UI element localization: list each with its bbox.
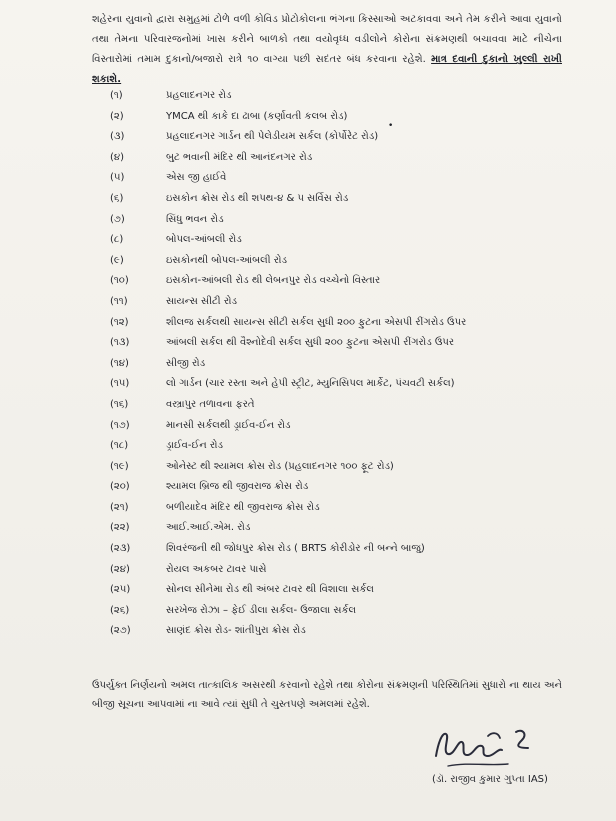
list-item [110, 317, 570, 338]
list-item-number: (૨૧) [110, 501, 129, 513]
list-item-number: (૨૪) [110, 563, 130, 575]
signer-name: (ડૉ. રાજીવ કુમાર ગુપ્તા IAS) [432, 774, 548, 785]
list-item-text: લો ગાર્ડન (ચાર રસ્તા અને હેપી સ્ટ્રીટ, મ્યુનિસિપલ માર્કેટ, પંચવટી સર્કલ) [166, 378, 455, 390]
list-item-text: આઈ.આઈ.એમ. રોડ [166, 522, 251, 534]
list-item [110, 543, 570, 564]
stray-dot: • [388, 121, 394, 131]
intro-paragraph [92, 10, 562, 90]
list-item [110, 90, 570, 111]
list-item-number: (૨૭) [110, 625, 131, 637]
list-item [110, 131, 570, 152]
list-item-text: ઇસકોન ક્રોસ રોડ થી શપથ-૪ & ૫ સર્વિસ રોડ [166, 192, 349, 204]
list-item-text: શ્યામલ બ્રિજ થી જીવરાજ ક્રોસ રોડ [166, 481, 309, 493]
list-item-text: પ્રહલાદનગર રોડ [166, 90, 232, 101]
signature-image [428, 722, 538, 772]
list-item-text: વસ્ત્રાપુર તળાવના ફરતે [166, 398, 255, 410]
list-item [110, 358, 570, 379]
list-item-number: (૧૨) [110, 316, 129, 328]
list-item [110, 461, 570, 482]
list-item [110, 420, 570, 441]
list-item-number: (૧૭) [110, 419, 130, 431]
intro-text: શહેરના યુવાનો દ્વારા સમુહમાં ટોળે વળી કોવિડ પ્રોટોકોલના ભંગના કિસ્સાઓ અટકાવવા અને તેમ કરીને આવા યુવાનો તથા તેમના પરિવારજનોમાં ખાસ કરીને બાળકો તથા વયોવૃધ્ધ વડીલોને કોરોના સંક્રમણથી બચાવવા માટે નીચેના વિસ્તારોમાં તમામ દુકાનો/બજારો રાત્રે ૧૦ વાગ્યા પછી સદંતર બંધ કરવાના રહેશે. [92, 14, 562, 65]
list-item [110, 564, 570, 585]
list-item [110, 502, 570, 523]
list-item [110, 399, 570, 420]
list-item-text: શીલજ સર્કલથી સાયન્સ સીટી સર્કલ સુધી ૨૦૦ ફુટના એસપી રીંગરોડ ઉપર [166, 316, 467, 328]
list-item [110, 440, 570, 461]
list-item-text: ઓનેસ્ટ થી શ્યામલ ક્રોસ રોડ (પ્રહલાદનગર ૧૦૦ ફૂટ રોડ) [166, 460, 394, 472]
list-item-number: (૧૮) [110, 440, 129, 452]
list-item [110, 255, 570, 276]
list-item [110, 111, 570, 132]
list-item-number: (૭) [110, 213, 125, 225]
list-item [110, 193, 570, 214]
list-item [110, 337, 570, 358]
list-item-text: સાયન્સ સીટી રોડ [166, 295, 238, 307]
list-item-text: સોનલ સીનેમા રોડ થી અંબર ટાવર થી વિશાલા સર્કલ [166, 584, 374, 596]
list-item-text: શિવરંજની થી જોધપુર ક્રોસ રોડ ( BRTS કોરીડોર ની બન્ને બાજુ) [166, 543, 425, 555]
list-item-number: (૨૬) [110, 604, 130, 616]
list-item-number: (૨૫) [110, 584, 131, 596]
list-item-number: (૩) [110, 131, 125, 143]
list-item-number: (૮) [110, 234, 124, 246]
list-item-text: ઇસકોનથી બોપલ-આંબલી રોડ [166, 254, 287, 266]
list-item-text: ડ્રાઈવ-ઈન રોડ [166, 440, 224, 452]
list-item [110, 522, 570, 543]
list-item-text: રોયલ અકબર ટાવર પાસે [166, 563, 267, 575]
list-item-number: (૧૯) [110, 460, 129, 472]
area-list [110, 90, 570, 646]
list-item-number: (૬) [110, 192, 124, 204]
list-item-text: સરખેજ રોઝા – ફેઈ ડીલા સર્કલ- ઉજાલા સર્કલ [166, 604, 357, 616]
list-item-text: બળીયાદેવ મંદિર થી જીવરાજ ક્રોસ રોડ [166, 501, 320, 513]
list-item [110, 296, 570, 317]
list-item-number: (૨૦) [110, 481, 130, 493]
list-item-number: (૨૩) [110, 543, 131, 555]
list-item-text: બોપલ-આંબલી રોડ [166, 234, 242, 246]
list-item [110, 605, 570, 626]
list-item-number: (૪) [110, 151, 125, 163]
list-item-number: (૯) [110, 254, 124, 266]
list-item-text: આંબલી સર્કલ થી વૈશ્નોદેવી સર્કલ સુધી ૨૦૦ ફુટના એસપી રીંગરોડ ઉપર [166, 337, 455, 349]
list-item-number: (૧૫) [110, 378, 130, 390]
list-item-number: (૧) [110, 90, 123, 101]
list-item [110, 584, 570, 605]
list-item-number: (૧૦) [110, 275, 129, 287]
list-item-number: (૧૬) [110, 398, 129, 410]
list-item [110, 214, 570, 235]
list-item-text: પ્રહલાદનગર ગાર્ડન થી પેલેડીયમ સર્કલ (કોર્પોરેટ રોડ) [166, 131, 379, 143]
list-item [110, 234, 570, 255]
list-item-number: (૨) [110, 110, 124, 122]
list-item-number: (૫) [110, 172, 125, 184]
list-item-text: સિંધુ ભવન રોડ [166, 213, 224, 225]
list-item [110, 172, 570, 193]
list-item-number: (૧૪) [110, 357, 129, 369]
list-item-text: YMCA થી કાકે દા ઢાબા (કર્ણાવતી કલબ રોડ) [166, 110, 348, 122]
list-item-text: ઇસકોન-આંબલી રોડ થી લેબનપુર રોડ વચ્ચેનો વિસ્તાર [166, 275, 381, 287]
list-item [110, 625, 570, 646]
closing-paragraph: ઉપર્યુક્ત નિર્ણયનો અમલ તાત્કાલિક અસરથી કરવાનો રહેશે તથા કોરોના સંક્રમણની પરિસ્થિતિમાં સુધારો ના થાય અને બીજી સૂચના આપવામાં ના આવે ત્યાં સુધી તે ચુસ્તપણે અમલમાં રહેશે. [92, 680, 562, 710]
list-item-number: (૧૩) [110, 337, 130, 349]
list-item-text: એસ જી હાઈવે [166, 172, 227, 184]
list-item-text: સીજી રોડ [166, 357, 206, 369]
list-item [110, 378, 570, 399]
list-item-text: બુટ ભવાની મંદિર થી આનંદનગર રોડ [166, 151, 313, 163]
list-item [110, 275, 570, 296]
list-item-text: સાણંદ ક્રોસ રોડ- શાંતીપુરા ક્રોસ રોડ [166, 625, 306, 637]
list-item-number: (૨૨) [110, 522, 130, 534]
list-item [110, 152, 570, 173]
list-item-text: માનસી સર્કલથી ડ્રાઈવ-ઈન રોડ [166, 419, 291, 431]
intro-highlight: માત્ર દવાની દુકાનો ખુલ્લી રાખી શકાશે. [92, 54, 562, 85]
list-item-number: (૧૧) [110, 295, 128, 307]
list-item [110, 481, 570, 502]
